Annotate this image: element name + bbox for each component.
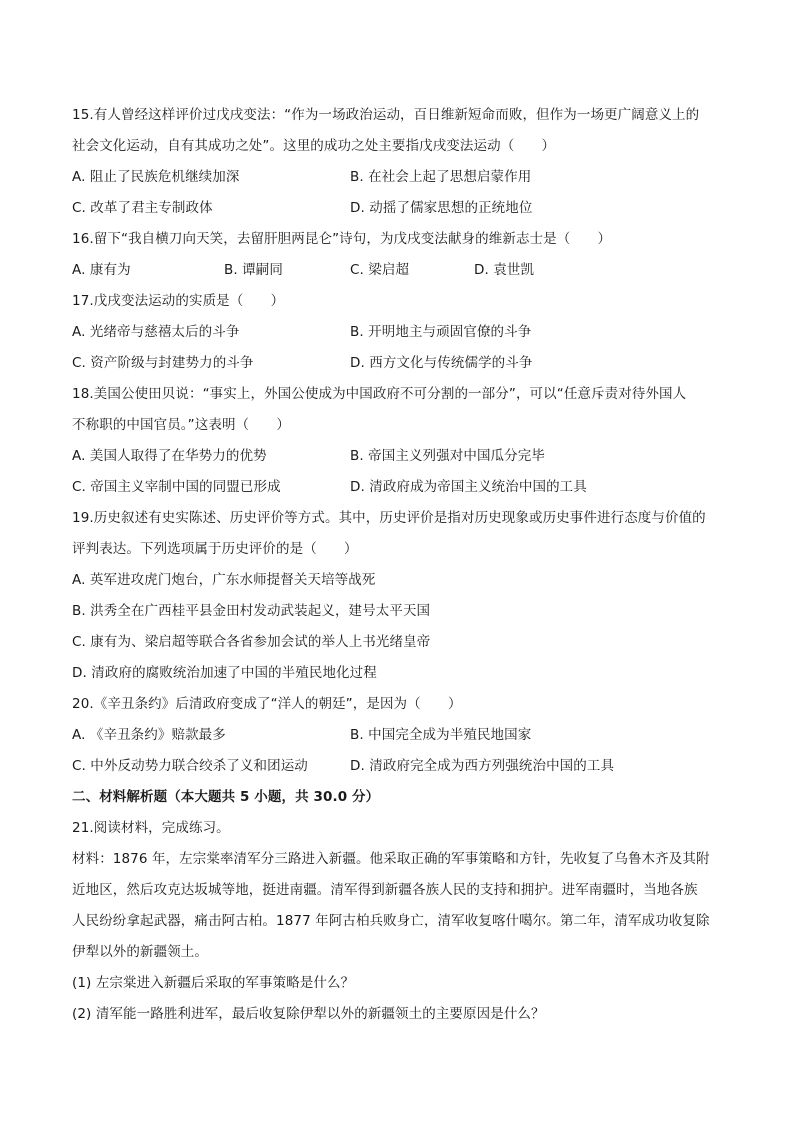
question-17-options-row2: [72, 348, 724, 379]
question-15-stem: 15.有人曾经这样评价过戊戌变法：“作为一场政治运动，百日维新短命而败，但作为一场更广阔意义上的: [72, 107, 700, 123]
option-d: D. 清政府完全成为西方列强统治中国的工具: [350, 758, 615, 774]
option-a: A. 阻止了民族危机继续加深: [72, 169, 240, 185]
question-18-stem: 18.美国公使田贝说：“事实上，外国公使成为中国政府不可分割的一部分”，可以“任意斥责对待外国人: [72, 386, 687, 402]
option-d: D. 动摇了儒家思想的正统地位: [350, 200, 533, 216]
sub-question-1: (1) 左宗棠进入新疆后采取的军事策略是什么？: [72, 975, 355, 991]
sub-question-2: (2) 清军能一路胜利进军，最后收复除伊犁以外的新疆领土的主要原因是什么？: [72, 1006, 545, 1022]
option-b: B. 在社会上起了思想启蒙作用: [350, 169, 532, 185]
option-c: C. 帝国主义宰制中国的同盟已形成: [72, 479, 281, 495]
option-c: C. 改革了君主专制政体: [72, 200, 213, 216]
option-d: D. 清政府的腐败统治加速了中国的半殖民地化过程: [72, 665, 377, 681]
material-text-line: 人民纷纷拿起武器，痛击阿古柏。1877 年阿古柏兵败身亡，清军收复喀什噶尔。第二年，清军成功收复除: [72, 913, 710, 929]
question-20-options-row2: [72, 751, 724, 782]
question-15-options-row2: [72, 193, 724, 224]
section-heading: 二、材料解析题（本大题共 5 小题，共 30.0 分）: [72, 789, 380, 805]
option-a: A. 康有为: [72, 262, 131, 278]
option-c: C. 中外反动势力联合绞杀了义和团运动: [72, 758, 308, 774]
option-d: D. 西方文化与传统儒学的斗争: [350, 355, 533, 371]
question-19-stem-cont: 评判表达。下列选项属于历史评价的是（ ）: [72, 541, 358, 557]
option-b: B. 帝国主义列强对中国瓜分完毕: [350, 448, 545, 464]
option-a: A. 美国人取得了在华势力的优势: [72, 448, 267, 464]
option-b: B. 谭嗣同: [224, 262, 283, 278]
question-20-options-row1: [72, 720, 724, 751]
option-b: B. 开明地主与顽固官僚的斗争: [350, 324, 532, 340]
question-15-options-row1: [72, 162, 724, 193]
question-16-options: [72, 255, 724, 286]
option-c: C. 资产阶级与封建势力的斗争: [72, 355, 254, 371]
question-17-stem: 17.戊戌变法运动的实质是（ ）: [72, 293, 285, 309]
option-c: C. 梁启超: [350, 262, 410, 278]
option-d: D. 袁世凯: [474, 262, 535, 278]
material-text-line: 材料：1876 年，左宗棠率清军分三路进入新疆。他采取正确的军事策略和方针，先收复了乌鲁木齐及其附: [72, 851, 710, 867]
question-18-options-row1: [72, 441, 724, 472]
option-b: B. 中国完全成为半殖民地国家: [350, 727, 532, 743]
question-18-stem-cont: 不称职的中国官员。”这表明（ ）: [72, 417, 290, 433]
question-17-options-row1: [72, 317, 724, 348]
option-a: A. 光绪帝与慈禧太后的斗争: [72, 324, 240, 340]
option-d: D. 清政府成为帝国主义统治中国的工具: [350, 479, 587, 495]
option-b: B. 洪秀全在广西桂平县金田村发动武装起义，建号太平天国: [72, 603, 431, 619]
material-text-line: 伊犁以外的新疆领土。: [72, 944, 208, 960]
question-15-stem-cont: 社会文化运动，自有其成功之处”。这里的成功之处主要指戊戌变法运动（ ）: [72, 138, 556, 154]
question-20-stem: 20.《辛丑条约》后清政府变成了“洋人的朝廷”，是因为（ ）: [72, 696, 462, 712]
question-16-stem: 16.留下“我自横刀向天笑，去留肝胆两昆仑”诗句，为戊戌变法献身的维新志士是（ ）: [72, 231, 612, 247]
question-19-stem: 19.历史叙述有史实陈述、历史评价等方式。其中，历史评价是指对历史现象或历史事件进行态度与价值的: [72, 510, 706, 526]
exam-page: [72, 100, 724, 1030]
option-a: A. 《辛丑条约》赔款最多: [72, 727, 226, 743]
material-text-line: 近地区，然后攻克达坂城等地，挺进南疆。清军得到新疆各族人民的支持和拥护。进军南疆时，当地各族: [72, 882, 698, 898]
option-a: A. 英军进攻虎门炮台，广东水师提督关天培等战死: [72, 572, 376, 588]
question-18-options-row2: [72, 472, 724, 503]
option-c: C. 康有为、梁启超等联合各省参加会试的举人上书光绪皇帝: [72, 634, 431, 650]
question-21-stem: 21.阅读材料，完成练习。: [72, 820, 230, 836]
